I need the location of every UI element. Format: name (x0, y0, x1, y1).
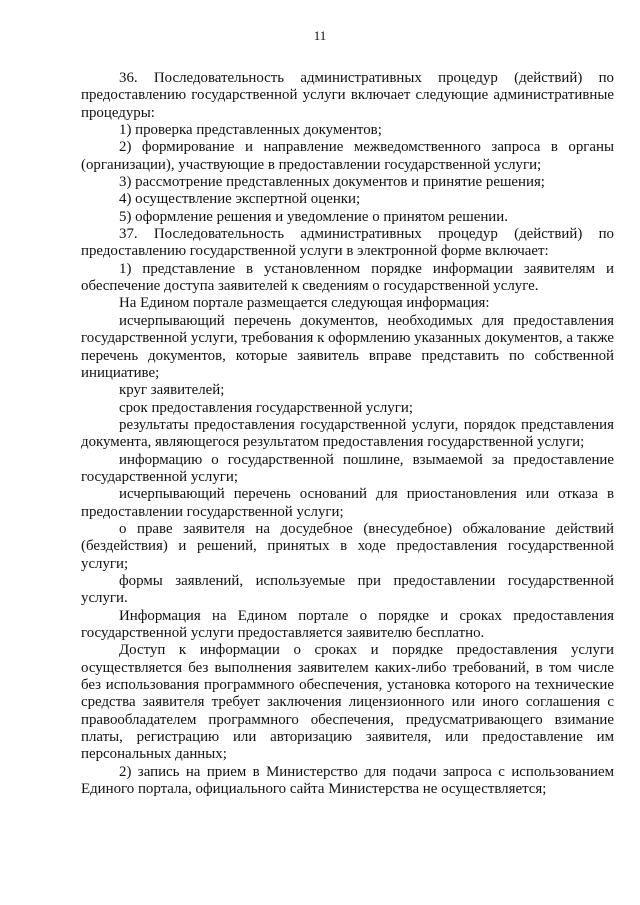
paragraph-37-item-2: 2) запись на прием в Министерство для подачи запроса с использованием Единого портала, официального сайта Министерства не осуществляется; (81, 763, 614, 798)
paragraph-36: 36. Последовательность административных процедур (действий) по предоставлению государственной услуги включает следующие административные процедуры: (81, 70, 614, 121)
portal-info-term: срок предоставления государственной услуги; (119, 399, 413, 416)
portal-info-free: Информация на Едином портале о порядке и сроках предоставления государственной услуги предоставляется заявителю бесплатно. (81, 607, 614, 641)
document-body (81, 70, 614, 798)
list-item-5: 5) оформление решения и уведомление о принятом решении. (119, 208, 508, 225)
portal-info-results: результаты предоставления государственной услуги, порядок представления документа, являющегося результатом предоставления государственной услуги; (81, 416, 614, 451)
portal-info-intro: На Едином портале размещается следующая информация: (119, 295, 490, 312)
portal-info-appeal: о праве заявителя на досудебное (внесудебное) обжалование действий (бездействия) и решений, принятых в ходе предоставления государственной услуги; (81, 520, 614, 572)
paragraph-37-item-1: 1) представление в установленном порядке информации заявителям и обеспечение доступа заявителей к сведениям о государственной услуге. (81, 260, 614, 295)
paragraph-37: 37. Последовательность административных процедур (действий) по предоставлению государственной услуги в электронной форме включает: (81, 226, 614, 260)
list-item-2: 2) формирование и направление межведомственного запроса в органы (организации), участвующие в предоставлении государственной услуги; (81, 139, 614, 173)
list-item-1: 1) проверка представленных документов; (119, 122, 382, 139)
portal-info-refusal: исчерпывающий перечень оснований для приостановления или отказа в предоставлении государственной услуги; (81, 486, 614, 520)
page-number: 11 (313, 28, 327, 43)
portal-info-forms: формы заявлений, используемые при предоставлении государственной услуги. (81, 572, 614, 607)
list-item-3: 3) рассмотрение представленных документов и принятие решения; (119, 174, 545, 191)
portal-info-applicants: круг заявителей; (119, 382, 225, 399)
list-item-4: 4) осуществление экспертной оценки; (119, 191, 361, 208)
access-conditions: Доступ к информации о сроках и порядке предоставления услуги осуществляется без выполнения заявителем каких-либо требований, в том числе без использования программного обеспечения, установка которого на технические средства заявителя требует заключения лицензионного или иного соглашения с правообладателем программного обеспечения, предусматривающего взимание платы, регистрацию или авторизацию заявителя, или предоставление им персональных данных; (81, 642, 614, 763)
portal-info-documents: исчерпывающий перечень документов, необходимых для предоставления государственной услуги, требования к оформлению указанных документов, а также перечень документов, которые заявитель вправе представить по собственной инициативе; (81, 312, 614, 381)
portal-info-fee: информацию о государственной пошлине, взымаемой за предоставление государственной услуги; (81, 451, 614, 485)
